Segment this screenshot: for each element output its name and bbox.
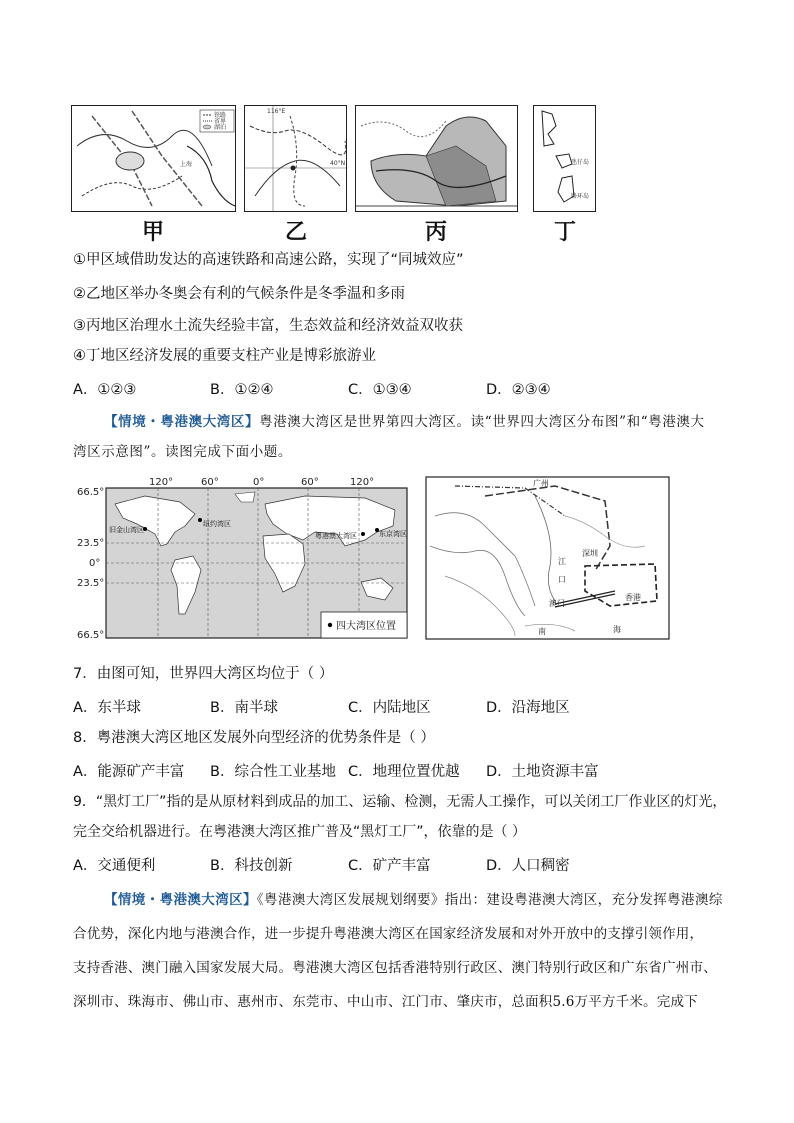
bay-sanfrancisco: 旧金山湾区 [109, 526, 144, 534]
context1-line2: 湾区示意图”。读图完成下面小题。 [73, 444, 293, 460]
map-label-jia: 甲 [141, 220, 164, 245]
bay-tokyo: 东京湾区 [379, 530, 407, 538]
q7-stem: 7．由图可知，世界四大湾区均位于（ ） [73, 666, 334, 682]
place-shenzhen: 深圳 [582, 549, 598, 558]
map-yi-drawing [245, 106, 347, 212]
q9-stem-line1: 9．“黑灯工厂”指的是从原材料到成品的加工、运输、检测，无需人工操作，可以关闭工厂作业区的灯光， [73, 794, 727, 810]
place-nan: 南 [538, 627, 546, 636]
lat-tick-5: 66.5° [77, 630, 105, 641]
q7-option-c[interactable]: C．内陆地区 [348, 700, 431, 716]
bay-newyork: 纽约湾区 [203, 520, 231, 528]
map-yi [244, 105, 347, 212]
world-map-legend: 四大湾区位置 [336, 621, 396, 632]
context2-line3: 支持香港、澳门融入国家发展大局。粤港澳大湾区包括香港特别行政区、澳门特别行政区和广东省广州市、 [73, 960, 717, 976]
q9-stem-line2: 完全交给机器进行。在粤港澳大湾区推广普及“黑灯工厂”，依靠的是（ ） [73, 824, 526, 840]
statement-4: ④丁地区经济发展的重要支柱产业是博彩旅游业 [73, 348, 376, 364]
place-kou: 口 [558, 575, 566, 584]
q6-option-b[interactable]: B．①②④ [210, 382, 274, 398]
q9-option-a[interactable]: A．交通便利 [73, 858, 156, 874]
pearl-river-delta-map [425, 476, 670, 640]
context2-tag: 【情境・粤港澳大湾区】 [104, 892, 257, 908]
place-hai: 海 [613, 625, 621, 634]
lon-tick-5: 120° [350, 477, 375, 488]
q8-option-d[interactable]: D．土地资源丰富 [486, 764, 599, 780]
statement-3: ③丙地区治理水土流失经验丰富，生态效益和经济效益双收获 [73, 318, 463, 334]
lat-tick-4: 23.5° [77, 578, 105, 589]
context2-line4: 深圳市、珠海市、佛山市、惠州市、东莞市、中山市、江门市、肇庆市，总面积5.6万平方千米。完成下 [73, 994, 698, 1010]
map-jia [71, 105, 236, 212]
context2-text1: 《粤港澳大湾区发展规划纲要》指出：建设粤港澳大湾区，充分发挥粤港澳综 [256, 892, 723, 908]
q8-option-c[interactable]: C．地理位置优越 [348, 764, 460, 780]
jia-legend-2: 省界 [214, 118, 227, 125]
yi-lon-label: 116°E [267, 108, 286, 115]
lon-tick-1: 120° [149, 477, 174, 488]
map-ding [533, 105, 596, 212]
map-ding-drawing [534, 106, 596, 212]
statement-2: ②乙地区举办冬奥会有利的气候条件是冬季温和多雨 [73, 286, 405, 302]
context1-tag: 【情境・粤港澳大湾区】 [104, 414, 260, 430]
place-guangzhou: 广州 [533, 479, 549, 488]
statement-1: ①甲区域借助发达的高速铁路和高速公路，实现了“同城效应” [73, 252, 464, 268]
q9-option-c[interactable]: C．矿产丰富 [348, 858, 431, 874]
map-label-bing: 丙 [424, 220, 447, 245]
world-bay-map [75, 474, 413, 642]
jia-legend-1: 铁路 [214, 112, 227, 119]
ding-island-2: 路环岛 [571, 193, 590, 200]
jia-place-label: 上海 [180, 161, 193, 168]
context1-text1: 粤港澳大湾区是世界第四大湾区。读“世界四大湾区分布图”和“粤港澳大 [259, 414, 705, 430]
map-jia-drawing [72, 106, 236, 212]
q7-option-b[interactable]: B．南半球 [210, 700, 278, 716]
q9-option-d[interactable]: D．人口稠密 [486, 858, 570, 874]
map-bing [355, 105, 518, 212]
lon-tick-4: 60° [301, 477, 319, 488]
jia-legend-3: 湖泊 [214, 124, 227, 131]
lon-tick-3: 0° [253, 477, 265, 488]
q8-option-a[interactable]: A．能源矿产丰富 [73, 764, 185, 780]
q6-option-c[interactable]: C．①③④ [348, 382, 412, 398]
map-label-ding: 丁 [553, 220, 576, 245]
q6-option-d[interactable]: D．②③④ [486, 382, 551, 398]
yi-lat-label: 40°N [330, 160, 346, 167]
lat-tick-3: 0° [89, 558, 101, 569]
map-label-yi: 乙 [284, 220, 307, 245]
q7-option-a[interactable]: A．东半球 [73, 700, 141, 716]
q8-option-b[interactable]: B．综合性工业基地 [210, 764, 336, 780]
context2-line2: 合优势，深化内地与港澳合作，进一步提升粤港澳大湾区在国家经济发展和对外开放中的支撑引领作用， [73, 926, 704, 942]
bay-guangdong: 粤港澳大湾区 [315, 532, 357, 540]
context1-line1 [104, 410, 705, 430]
ding-island-1: 氹仔岛 [571, 159, 590, 166]
place-jiang: 江 [558, 557, 566, 566]
lat-tick-2: 23.5° [77, 538, 105, 549]
place-hongkong: 香港 [625, 593, 641, 602]
place-macau: 澳门 [549, 599, 565, 608]
lat-tick-1: 66.5° [77, 487, 105, 498]
context2-line1 [104, 888, 723, 908]
q7-option-d[interactable]: D．沿海地区 [486, 700, 570, 716]
map-bing-drawing [356, 106, 518, 212]
q9-option-b[interactable]: B．科技创新 [210, 858, 293, 874]
lon-tick-2: 60° [201, 477, 219, 488]
q6-option-a[interactable]: A．①②③ [73, 382, 137, 398]
q8-stem: 8．粤港澳大湾区地区发展外向型经济的优势条件是（ ） [73, 730, 435, 746]
